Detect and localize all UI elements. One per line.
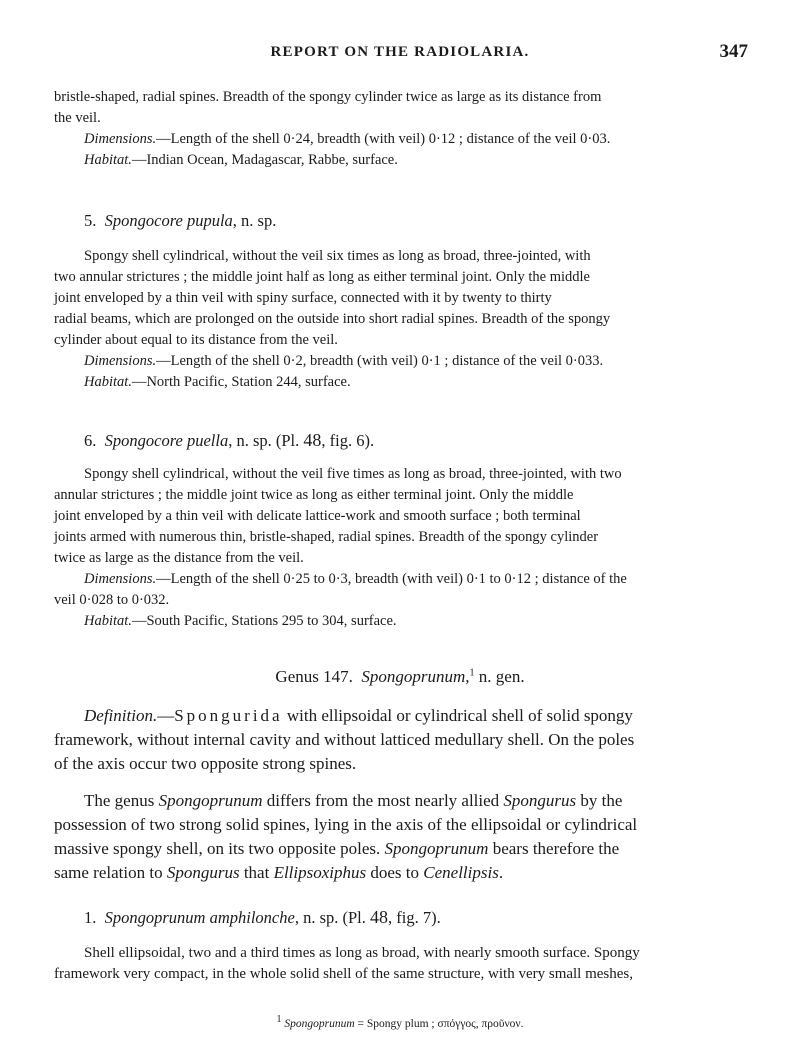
- body-line: framework very compact, in the whole solid shell of the same structure, with very small meshes,: [54, 966, 634, 982]
- discussion-text: The genus: [84, 791, 159, 810]
- discussion-text: differs from the most nearly allied: [262, 791, 504, 810]
- genus-ref: Ellipsoxiphus: [273, 863, 367, 882]
- family-name: Spongurida: [174, 706, 283, 725]
- species-suffix: , n. sp. (Pl.: [294, 908, 371, 927]
- definition-line: [54, 704, 744, 728]
- habitat-text: —North Pacific, Station 244, surface.: [131, 374, 351, 390]
- definition-text: with ellipsoidal or cylindrical shell of solid spongy: [282, 706, 633, 725]
- figure-ref: , fig. 6).: [321, 431, 375, 450]
- species-suffix: , n. sp.: [232, 211, 277, 230]
- habitat-label: Habitat.: [84, 374, 132, 390]
- body-line: cylinder about equal to its distance from the veil.: [54, 332, 338, 348]
- genus-ref: Spongoprunum: [158, 791, 263, 810]
- discussion-block: [54, 789, 744, 885]
- discussion-text: massive spongy shell, on its two opposite poles.: [54, 839, 385, 858]
- running-title: REPORT ON THE RADIOLARIA.: [270, 44, 530, 60]
- species-number: 5.: [84, 211, 97, 230]
- plate-number: 48: [370, 907, 389, 927]
- species-1-body: [54, 943, 744, 985]
- genus-heading: [0, 667, 800, 687]
- definition-line: of the axis occur two opposite strong spines.: [54, 754, 357, 773]
- discussion-text: by the: [576, 791, 623, 810]
- species-1-heading: [84, 907, 441, 928]
- species-number: 1.: [84, 908, 97, 927]
- body-line: twice as large as the distance from the veil.: [54, 550, 304, 566]
- species-suffix: , n. sp. (Pl.: [228, 431, 304, 450]
- definition-label: Definition.: [84, 706, 158, 725]
- body-line: joint enveloped by a thin veil with delicate lattice-work and smooth surface ; both terminal: [54, 508, 581, 524]
- species-5-body: [54, 246, 744, 393]
- footnote-mark: 1: [469, 667, 475, 679]
- species-6-heading: [84, 430, 374, 451]
- dimensions-line: [54, 129, 744, 150]
- dimensions-text: —Length of the shell 0·2, breadth (with veil) 0·1 ; distance of the veil 0·033.: [156, 353, 604, 369]
- dimensions-line: [54, 569, 744, 590]
- dimensions-line: [54, 351, 744, 372]
- habitat-line: [54, 150, 744, 171]
- dimensions-text: —Length of the shell 0·24, breadth (with veil) 0·12 ; distance of the veil 0·03.: [156, 131, 611, 147]
- footnote-mark: 1: [276, 1014, 282, 1025]
- intro-block: [54, 87, 744, 171]
- species-6-body: [54, 464, 744, 632]
- footnote: [0, 1014, 800, 1030]
- dimensions-label: Dimensions.: [84, 571, 157, 587]
- species-number: 6.: [84, 431, 97, 450]
- species-name: Spongocore puella: [104, 431, 229, 450]
- body-line: two annular strictures ; the middle joint half as long as either terminal joint. Only the middle: [54, 269, 590, 285]
- definition-line: framework, without internal cavity and without latticed medullary shell. On the poles: [54, 730, 635, 749]
- genus-suffix: n. gen.: [474, 667, 525, 686]
- intro-line: the veil.: [54, 110, 101, 126]
- plate-number: 48: [303, 430, 322, 450]
- footnote-text: = Spongy plum ; σπόγγος, προῦνον.: [354, 1017, 524, 1030]
- figure-ref: , fig. 7).: [388, 908, 441, 927]
- body-line: radial beams, which are prolonged on the outside into short radial spines. Breadth of the spongy: [54, 311, 611, 327]
- discussion-text: does to: [366, 863, 424, 882]
- discussion-text: bears therefore the: [488, 839, 620, 858]
- intro-line: bristle-shaped, radial spines. Breadth of the spongy cylinder twice as large as its distance from: [54, 89, 602, 105]
- dimensions-line-cont: veil 0·028 to 0·032.: [54, 592, 170, 608]
- dimensions-label: Dimensions.: [84, 353, 157, 369]
- discussion-line: [54, 837, 744, 861]
- body-line: joints armed with numerous thin, bristle-shaped, radial spines. Breadth of the spongy cylinder: [54, 529, 599, 545]
- discussion-line: possession of two strong solid spines, lying in the axis of the ellipsoidal or cylindrical: [54, 815, 638, 834]
- genus-ref: Spongurus: [166, 863, 240, 882]
- discussion-line: [54, 789, 744, 813]
- page-header: [0, 41, 800, 68]
- habitat-line: [54, 372, 744, 393]
- footnote-name: Spongoprunum: [284, 1017, 355, 1030]
- definition-dash: —: [157, 706, 175, 725]
- definition-block: [54, 704, 744, 776]
- dimensions-label: Dimensions.: [84, 131, 157, 147]
- species-name: Spongocore pupula: [104, 211, 233, 230]
- body-line: joint enveloped by a thin veil with spiny surface, connected with it by twenty to thirty: [54, 290, 552, 306]
- body-line: Spongy shell cylindrical, without the veil five times as long as broad, three-jointed, with two: [84, 466, 622, 482]
- species-5-heading: [84, 211, 276, 231]
- genus-ref: Cenellipsis: [423, 863, 499, 882]
- discussion-text: that: [239, 863, 274, 882]
- genus-ref: Spongoprunum: [384, 839, 489, 858]
- body-line: Spongy shell cylindrical, without the veil six times as long as broad, three-jointed, with: [84, 248, 591, 264]
- genus-prefix: Genus 147.: [275, 667, 353, 686]
- genus-name: Spongoprunum,: [361, 667, 470, 686]
- habitat-label: Habitat.: [84, 152, 132, 168]
- discussion-line: [54, 861, 744, 885]
- discussion-text: .: [498, 863, 504, 882]
- page-number: 347: [719, 41, 748, 62]
- habitat-line: [54, 611, 744, 632]
- habitat-text: —South Pacific, Stations 295 to 304, surface.: [131, 613, 397, 629]
- genus-ref: Spongurus: [503, 791, 577, 810]
- body-line: annular strictures ; the middle joint twice as long as either terminal joint. Only the middle: [54, 487, 574, 503]
- species-name: Spongoprunum amphilonche: [104, 908, 295, 927]
- habitat-label: Habitat.: [84, 613, 132, 629]
- dimensions-text: —Length of the shell 0·25 to 0·3, breadth (with veil) 0·1 to 0·12 ; distance of the: [156, 571, 627, 587]
- body-line: Shell ellipsoidal, two and a third times as long as broad, with nearly smooth surface. Spongy: [84, 945, 640, 961]
- habitat-text: —Indian Ocean, Madagascar, Rabbe, surface.: [131, 152, 398, 168]
- discussion-text: same relation to: [54, 863, 167, 882]
